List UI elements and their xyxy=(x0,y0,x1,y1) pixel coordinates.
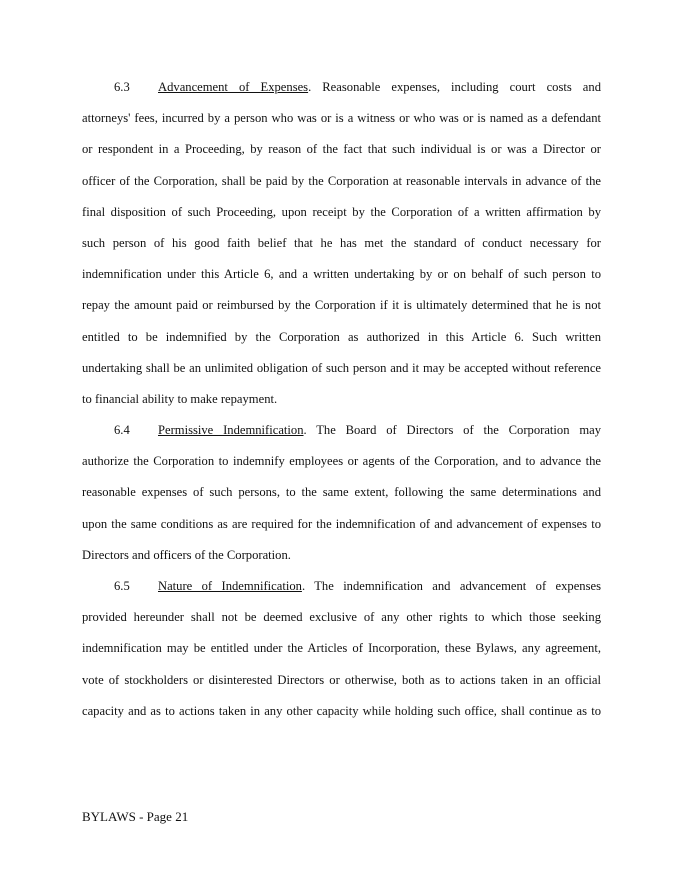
section-heading: Advancement of Expenses xyxy=(158,80,309,94)
text-line: undertaking shall be an unlimited obligation of such person and it may be accepted without reference xyxy=(82,360,601,375)
section-text: . Reasonable expenses, including court costs and xyxy=(308,80,601,94)
text-line: attorneys' fees, incurred by a person who was or is a witness or who was or is named as a defendant xyxy=(82,111,601,126)
text-line: capacity and as to actions taken in any other capacity while holding such office, shall continue as to xyxy=(82,703,601,718)
text-line: vote of stockholders or disinterested Directors or otherwise, both as to actions taken in an official xyxy=(82,672,601,687)
section-number: 6.3 xyxy=(114,80,130,94)
text-line: final disposition of such Proceeding, upon receipt by the Corporation of a written affirmation by xyxy=(82,204,601,219)
text-line: officer of the Corporation, shall be paid by the Corporation at reasonable intervals in advance of the xyxy=(82,173,601,188)
section-6-3 xyxy=(82,78,601,421)
section-heading: Nature of Indemnification xyxy=(158,579,302,593)
text-line: entitled to be indemnified by the Corporation as authorized in this Article 6. Such written xyxy=(82,329,601,344)
section-6-4 xyxy=(82,421,601,577)
document-page xyxy=(82,78,601,733)
section-first-line xyxy=(82,577,601,608)
section-text: . The Board of Directors of the Corporation may xyxy=(303,423,601,438)
text-line: or respondent in a Proceeding, by reason of the fact that such individual is or was a Director or xyxy=(82,142,601,157)
text-line: Directors and officers of the Corporation. xyxy=(82,547,291,562)
text-line: such person of his good faith belief that he has met the standard of conduct necessary for xyxy=(82,235,601,250)
section-heading: Permissive Indemnification xyxy=(158,423,304,438)
text-line: upon the same conditions as are required for the indemnification of and advancement of expenses to xyxy=(82,516,601,531)
text-line: indemnification may be entitled under the Articles of Incorporation, these Bylaws, any agreement, xyxy=(82,641,601,656)
section-text: . The indemnification and advancement of expenses xyxy=(301,579,601,593)
page-footer: BYLAWS - Page 21 xyxy=(82,809,189,824)
text-line: reasonable expenses of such persons, to the same extent, following the same determinations and xyxy=(82,485,601,500)
text-line: provided hereunder shall not be deemed exclusive of any other rights to which those seeking xyxy=(82,610,601,625)
section-first-line xyxy=(82,78,601,109)
section-number: 6.4 xyxy=(114,423,130,438)
text-line: indemnification under this Article 6, and a written undertaking by or on behalf of such person to xyxy=(82,267,601,282)
section-first-line xyxy=(82,421,601,452)
section-6-5 xyxy=(82,577,601,733)
text-line: authorize the Corporation to indemnify employees or agents of the Corporation, and to advance the xyxy=(82,454,601,469)
text-line: to financial ability to make repayment. xyxy=(82,391,278,406)
section-number: 6.5 xyxy=(114,579,130,593)
text-line: repay the amount paid or reimbursed by the Corporation if it is ultimately determined that he is not xyxy=(82,298,601,313)
